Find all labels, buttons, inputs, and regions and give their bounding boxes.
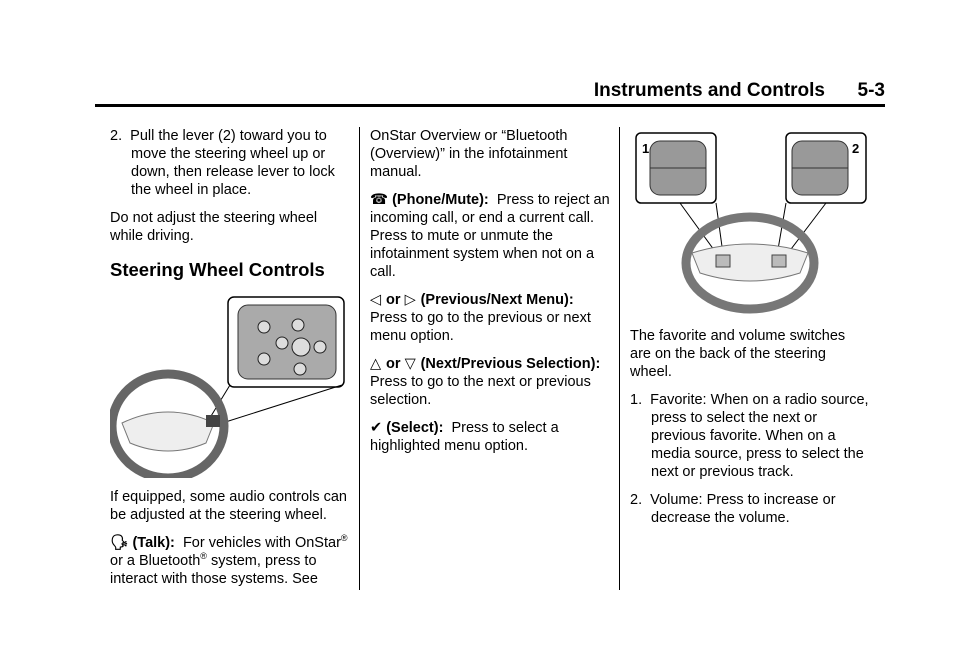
selection-label: (Next/Previous Selection): xyxy=(420,356,601,372)
phone-mute-icon: ☎ xyxy=(370,192,389,208)
list-item-lever xyxy=(110,127,350,199)
or-word: or xyxy=(386,356,401,372)
next-selection-icon: △ xyxy=(370,356,382,372)
menu-text: Press to go to the previous or next menu option. xyxy=(370,310,591,344)
column-3 xyxy=(630,127,870,537)
talk-label: (Talk): xyxy=(132,535,175,551)
talk-description xyxy=(110,534,350,588)
figure-label-2: 2 xyxy=(852,141,860,156)
selection-description xyxy=(370,355,610,409)
list-item-favorite xyxy=(630,391,870,481)
phone-text: Press to reject an incoming call, or end a current call. Press to mute or unmute the infotainment system when not on a call. xyxy=(370,192,610,280)
audio-controls-intro: If equipped, some audio controls can be adjusted at the steering wheel. xyxy=(110,489,347,523)
column-2 xyxy=(370,127,610,465)
page-number: 5-3 xyxy=(857,80,885,101)
phone-mute-description xyxy=(370,191,610,281)
phone-label: (Phone/Mute): xyxy=(392,192,489,208)
warning-text: Do not adjust the steering wheel while driving. xyxy=(110,210,318,244)
previous-menu-icon: ◁ xyxy=(370,292,382,308)
list-text: Pull the lever (2) toward you to move the steering wheel up or down, then release lever to lock the wheel in place. xyxy=(130,128,335,198)
registered-mark: ® xyxy=(340,533,348,544)
list-text: Volume: Press to increase or decrease the volume. xyxy=(650,492,836,526)
menu-description xyxy=(370,291,610,345)
header-rule xyxy=(95,104,885,107)
previous-selection-icon: ▽ xyxy=(404,356,416,372)
menu-label: (Previous/Next Menu): xyxy=(420,292,574,308)
registered-mark: ® xyxy=(200,551,207,562)
list-item-volume xyxy=(630,491,870,527)
back-switches-figure xyxy=(630,127,870,317)
list-number: 2. xyxy=(110,128,123,144)
column-divider-1 xyxy=(359,127,360,590)
talk-text-b: or a Bluetooth xyxy=(110,553,201,569)
figure-label-1: 1 xyxy=(642,141,650,156)
or-word: or xyxy=(386,292,401,308)
list-text: Favorite: When on a radio source, press to select the next or previous favorite. When on a media source, press to select the next or previous track. xyxy=(650,392,869,480)
select-description xyxy=(370,419,610,455)
list-number: 2. xyxy=(630,492,643,508)
steering-wheel-controls-figure xyxy=(110,293,346,478)
next-menu-icon: ▷ xyxy=(404,292,416,308)
list-number: 1. xyxy=(630,392,643,408)
select-check-icon: ✔ xyxy=(370,420,383,436)
column-1 xyxy=(110,127,350,598)
section-title-header: Instruments and Controls xyxy=(593,80,825,101)
column-divider-2 xyxy=(619,127,620,590)
talk-text-c: system, press to interact with those systems. See xyxy=(110,553,318,587)
steering-wheel-controls-heading: Steering Wheel Controls xyxy=(110,259,325,280)
talk-text-a: For vehicles with OnStar xyxy=(182,535,341,551)
back-switches-text: The favorite and volume switches are on the back of the steering wheel. xyxy=(630,328,846,380)
selection-text: Press to go to the next or previous selection. xyxy=(370,374,591,408)
voice-talk-icon: 🗣 xyxy=(110,535,129,551)
select-text: Press to select a highlighted menu option. xyxy=(370,420,559,454)
select-label: (Select): xyxy=(386,420,444,436)
onstar-reference: OnStar Overview or “Bluetooth (Overview)” in the infotainment manual. xyxy=(370,128,568,180)
